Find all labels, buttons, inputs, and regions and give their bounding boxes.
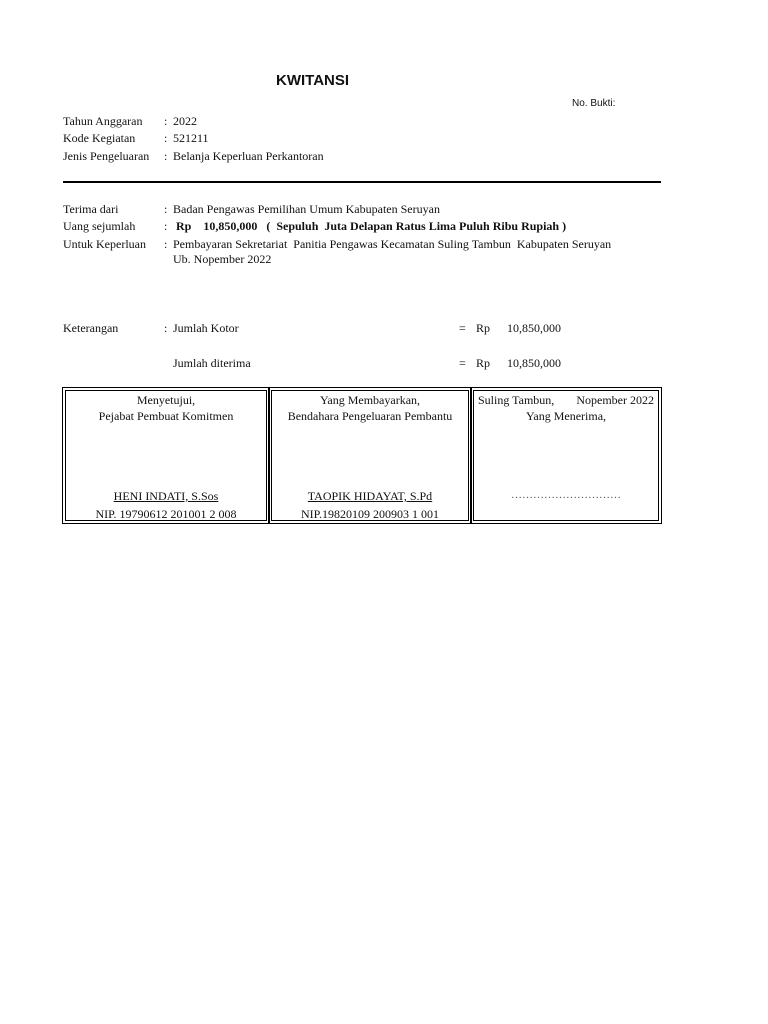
receiver-name-placeholder: ………………………… xyxy=(511,489,621,501)
terima-dari-sep: : xyxy=(164,202,168,216)
jumlah-diterima-eq: = xyxy=(459,356,466,370)
receiver-role: Yang Menerima, xyxy=(525,409,607,423)
document-title: KWITANSI xyxy=(276,72,350,89)
receiver-place: Suling Tambun, xyxy=(478,393,555,407)
terima-dari-value: Badan Pengawas Pemilihan Umum Kabupaten Seruyan xyxy=(173,202,440,216)
keterangan-label: Keterangan xyxy=(63,321,119,335)
signature-box-payer-inner xyxy=(271,390,469,521)
signature-box-payer xyxy=(268,387,472,524)
kode-kegiatan-sep: : xyxy=(164,131,168,145)
jumlah-diterima-value: 10,850,000 xyxy=(507,356,561,370)
signature-box-receiver xyxy=(470,387,662,524)
jenis-pengeluaran-label: Jenis Pengeluaran xyxy=(63,149,150,163)
jumlah-kotor-eq: = xyxy=(459,321,466,335)
no-bukti-label: No. Bukti: xyxy=(572,98,616,109)
tahun-anggaran-sep: : xyxy=(164,114,168,128)
payer-role-line2: Bendahara Pengeluaran Pembantu xyxy=(287,409,453,423)
untuk-keperluan-sep: : xyxy=(164,237,168,251)
jumlah-diterima-label: Jumlah diterima xyxy=(173,356,251,370)
untuk-keperluan-line1: Pembayaran Sekretariat Panitia Pengawas Kecamatan Suling Tambun Kabupaten Seruyan xyxy=(173,237,612,251)
kode-kegiatan-value: 521211 xyxy=(173,131,209,145)
uang-sejumlah-label: Uang sejumlah xyxy=(63,219,136,233)
jumlah-kotor-currency: Rp xyxy=(476,321,491,335)
keterangan-sep: : xyxy=(164,321,168,335)
signature-box-approver-inner xyxy=(65,390,267,521)
terima-dari-label: Terima dari xyxy=(63,202,119,216)
jumlah-kotor-value: 10,850,000 xyxy=(507,321,561,335)
approver-role-line2: Pejabat Pembuat Komitmen xyxy=(98,409,234,423)
jenis-pengeluaran-sep: : xyxy=(164,149,168,163)
header-divider xyxy=(63,181,661,183)
untuk-keperluan-line2: Ub. Nopember 2022 xyxy=(173,252,272,266)
tahun-anggaran-value: 2022 xyxy=(173,114,197,128)
payer-nip: NIP.19820109 200903 1 001 xyxy=(300,507,439,521)
payer-role-line1: Yang Membayarkan, xyxy=(319,393,421,407)
approver-name: HENI INDATI, S.Sos xyxy=(113,489,219,503)
signature-box-approver xyxy=(62,387,270,524)
tahun-anggaran-label: Tahun Anggaran xyxy=(63,114,143,128)
uang-sejumlah-value: Rp 10,850,000 ( Sepuluh Juta Delapan Ratus Lima Puluh Ribu Rupiah ) xyxy=(176,219,567,233)
signature-box-receiver-inner xyxy=(473,390,659,521)
approver-role-line1: Menyetujui, xyxy=(136,393,196,407)
jenis-pengeluaran-value: Belanja Keperluan Perkantoran xyxy=(173,149,324,163)
jumlah-diterima-currency: Rp xyxy=(476,356,491,370)
payer-name: TAOPIK HIDAYAT, S.Pd xyxy=(307,489,433,503)
approver-nip: NIP. 19790612 201001 2 008 xyxy=(95,507,237,521)
jumlah-kotor-label: Jumlah Kotor xyxy=(173,321,239,335)
uang-sejumlah-sep: : xyxy=(164,219,168,233)
kode-kegiatan-label: Kode Kegiatan xyxy=(63,131,136,145)
receiver-date: Nopember 2022 xyxy=(576,393,654,407)
untuk-keperluan-label: Untuk Keperluan xyxy=(63,237,146,251)
